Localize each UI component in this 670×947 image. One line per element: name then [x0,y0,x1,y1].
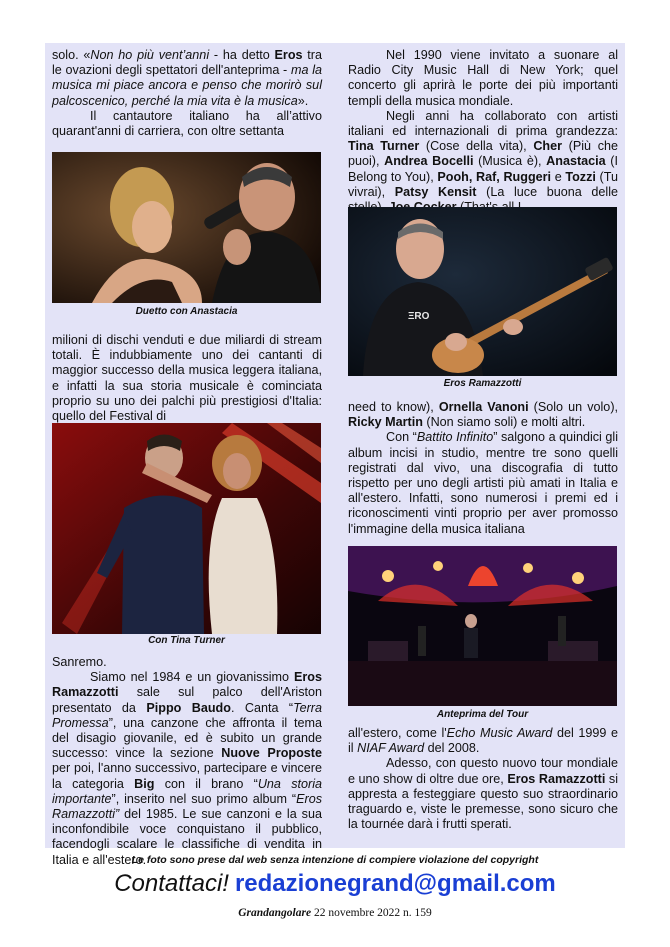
col1-top-text [52,48,322,139]
photo-eros-guitar [348,207,617,376]
paragraph-battito: Con “Battito Infinito” salgono a quindici gli album incisi in studio, mentre tre sono quelli registrati dal vivo, una discografia di tutto rispetto per uno degli artisti più amati in Italia e all'estero. Infatti, sono numerosi i premi ed i riconoscimenti vinti proprio per aver promosso l'immagine della musica italiana [348,430,618,536]
issue-footer [0,907,670,919]
paragraph-collaborations: Negli anni ha collaborato con artisti italiani ed internazionali di prima grandezza: Tina Turner (Cose della vita), Cher (Più che puoi), Andrea Bocelli (Musica è), Anastacia (I Belong to You), Pooh, Raf, Ruggeri e Tozzi (Tu vivrai), Patsy Kensit (La luce buona delle [348,108,618,199]
paragraph-tour: Adesso, con questo nuovo tour mondiale e uno show di oltre due ore, Eros Ramazzotti si appresta a festeggiare questo suo straordinario traguardo e, viste le premesse, sono sicuro che la tournée darà i frutti sperati. [348,756,618,832]
contact-label: Contattaci! [114,870,229,897]
col1-bottom-text [52,655,322,868]
paragraph-sanremo: Sanremo. [52,655,107,669]
contact-email-link[interactable]: redazionegrand@gmail.com [234,870,556,897]
paragraph-more-collabs: need to know), Ornella Vanoni (Solo un volo), Ricky Martin (Non siamo soli) e molti altri. [348,400,619,430]
col2-middle-text [348,400,618,537]
paragraph-awards: all'estero, come l'Echo Music Award del 1999 e il NIAF Award del 2008. [348,726,619,756]
paragraph-1984: Siamo nel 1984 e un giovanissimo Eros Ramazzotti sale sul palco dell'Ariston presentato da Pippo Baudo. Canta “Terra Promessa”, una canzone che affronta il tema del disagio giovanile, ed è subito un grande successo: vince la sezione Nuove Proposte per poi, l'anno successivo, partecipare e vincere la categoria Big con il brano “Una storia importante”, inserito nel suo primo album “Eros Ramazzotti” del 1985. Le sue canzoni e la sua inconfondibile voce conquistano il pubblico, facendogli scalare le classifiche di vendita in Italia e all'estero. [52,670,323,867]
magazine-name: Grandangolare [238,907,312,919]
paragraph-quote: solo. «Non ho più vent’anni - ha detto Eros tra le ovazioni degli spettatori dell'anteprima - ma la musica mi piace ancora e penso che morirò sul palcoscenico, perché la mia vita è la musica». [52,48,323,108]
paragraph-career: Il cantautore italiano ha all’attivo quarant'anni di carriera, con oltre settanta [52,108,322,139]
caption-anteprima: Anteprima del Tour [436,709,529,720]
issue-info: 22 novembre 2022 n. 159 [311,907,432,919]
caption-tina-turner: Con Tina Turner [148,635,225,646]
svg-text:ΞRO: ΞRO [408,311,430,322]
caption-duetto: Duetto con Anastacia [135,306,238,317]
copyright-disclaimer: Le foto sono prese dal web senza intenzione di compiere violazione del copyright [131,854,539,866]
col2-bottom-text [348,726,618,832]
paragraph-success: milioni di dischi venduti e due miliardi di stream totali. È indubbiamente uno dei cantanti di maggior successo della musica leggera italiana, e infatti la sua storia musicale è cominciata proprio su uno dei palchi più prestigiosi d'Italia: quello del Festival di [52,333,322,424]
photo-duetto-anastacia [52,152,321,303]
paragraph-1990: Nel 1990 viene invitato a suonare al Radio City Music Hall di New York; quel concerto gli aprirà le porte dei più importanti templi della musica mondiale. [348,48,618,108]
caption-eros: Eros Ramazzotti [443,378,522,389]
col1-middle-text [52,333,322,424]
photo-anteprima-tour [348,546,617,706]
col2-top-text [348,48,618,215]
contact-line [0,868,670,900]
photo-tina-turner [52,423,321,634]
